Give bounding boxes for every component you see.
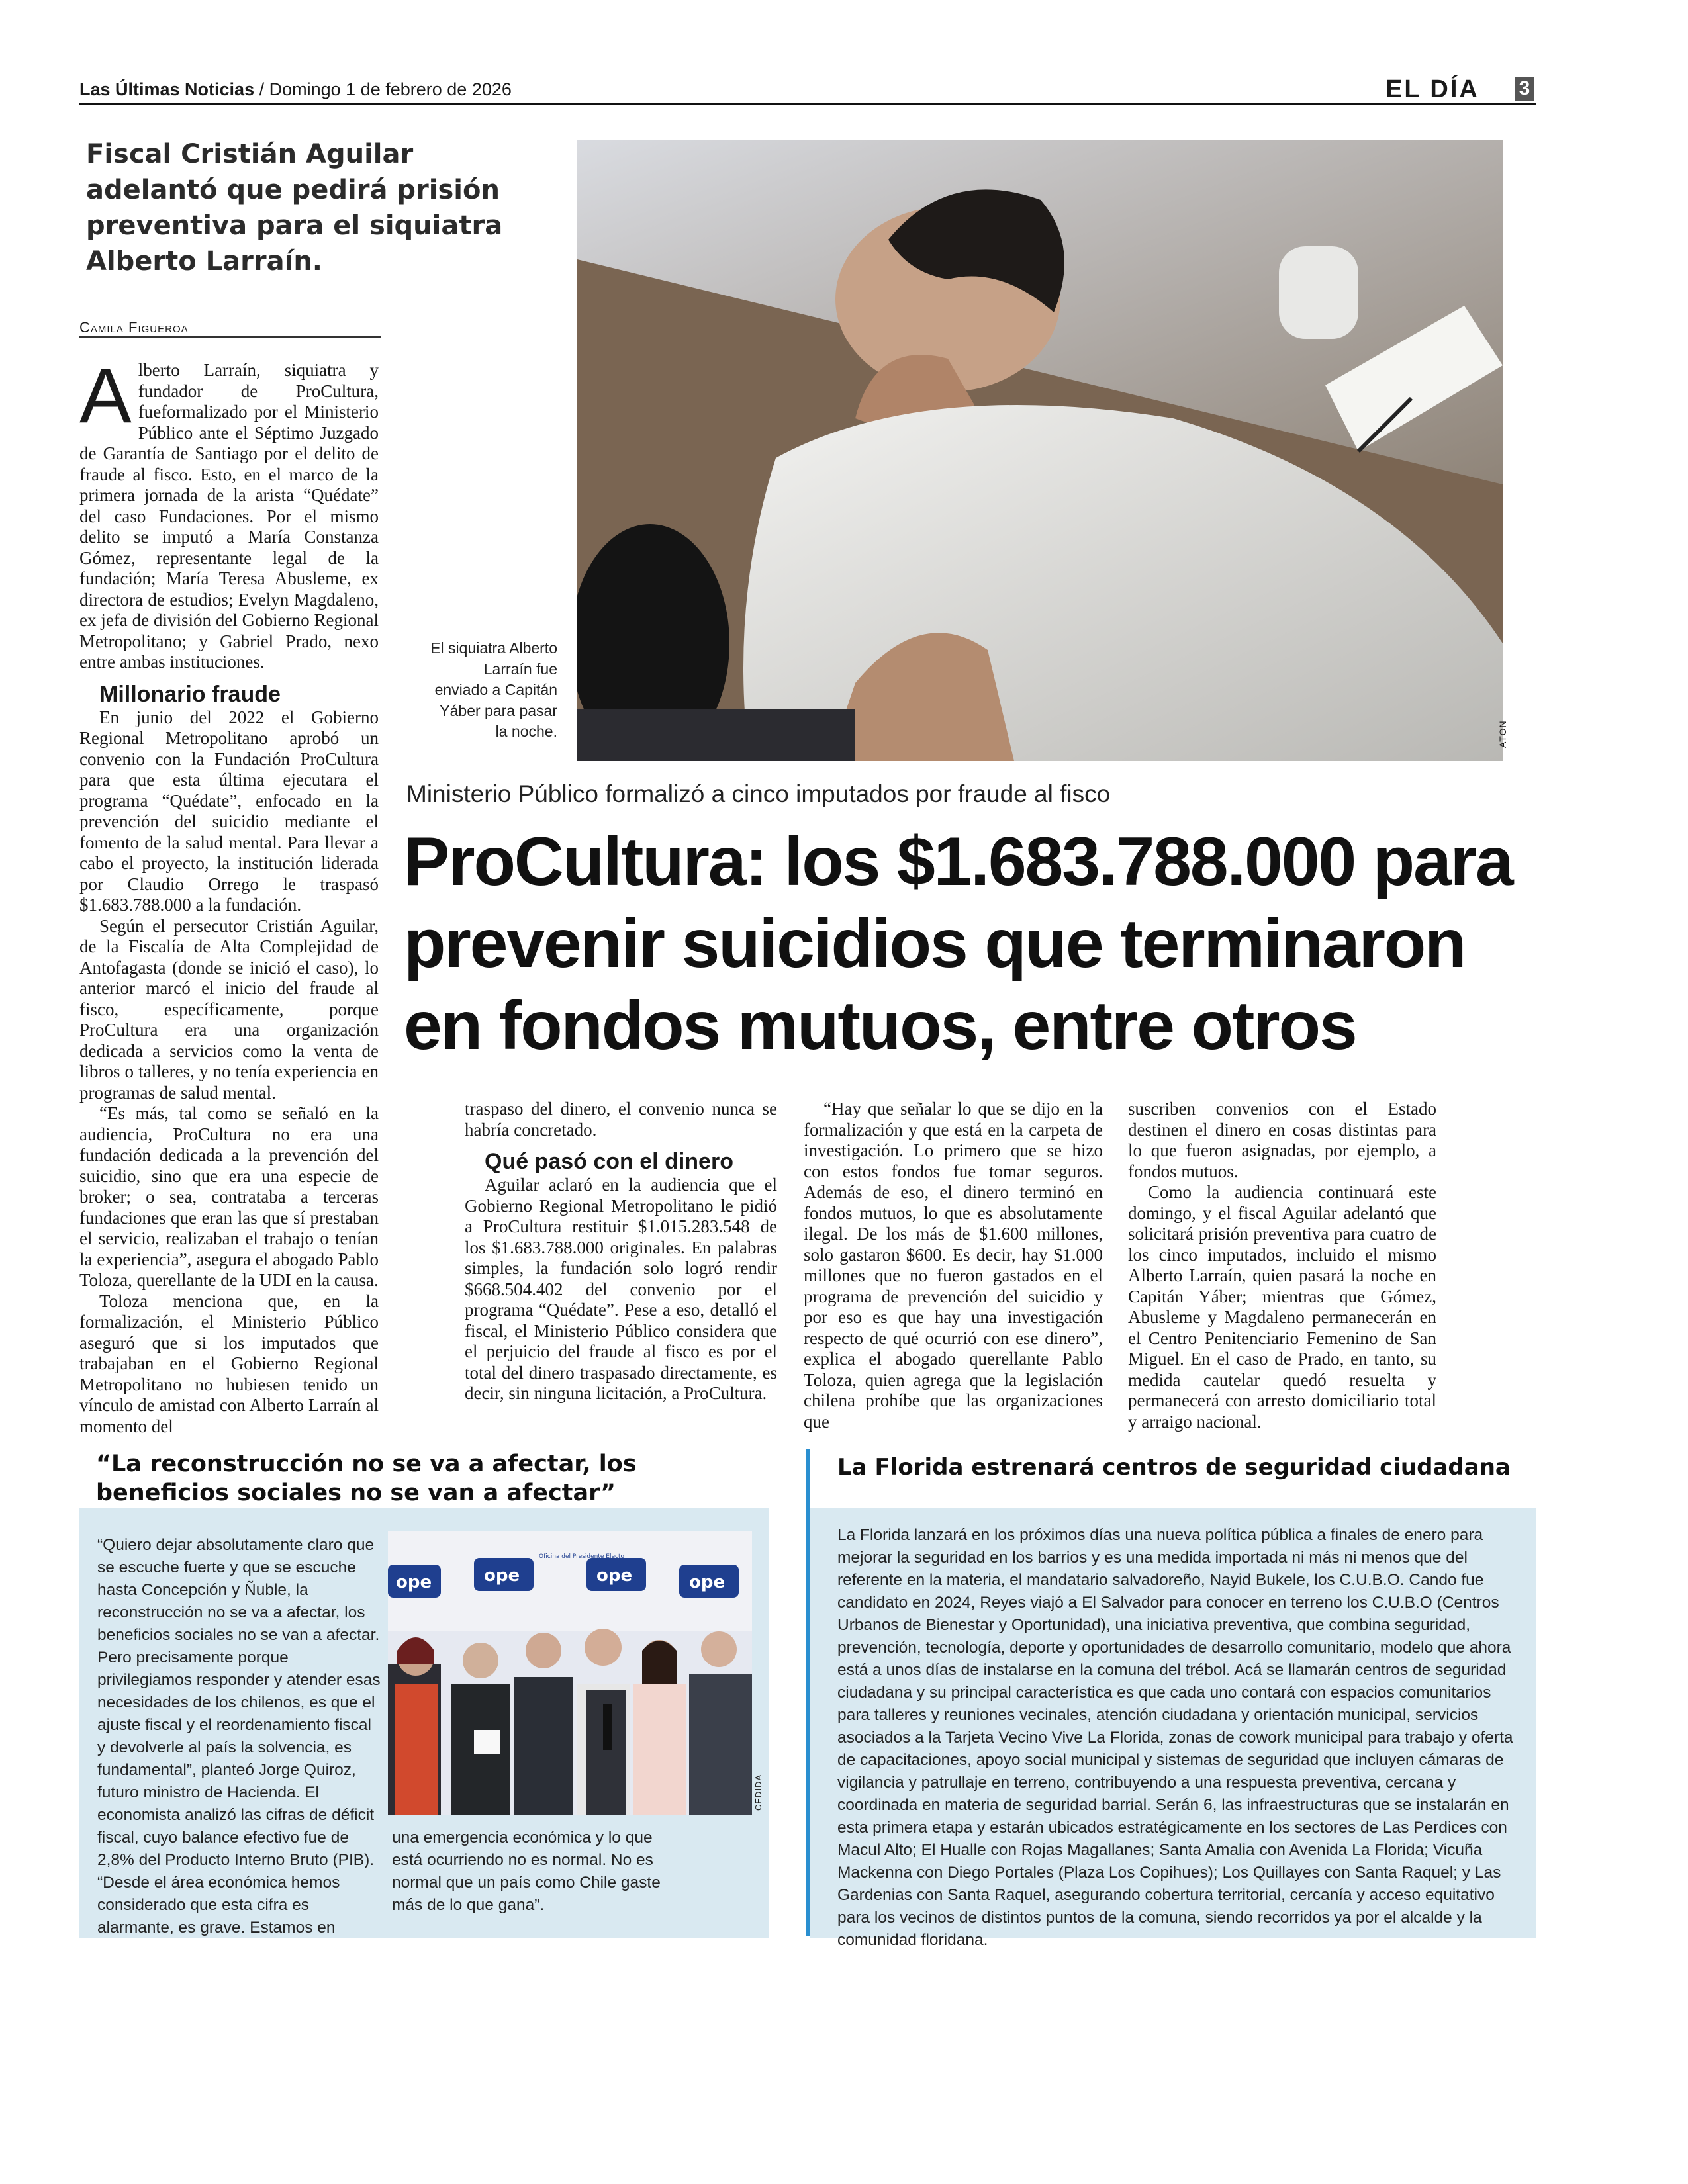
article-paragraph: “Hay que señalar lo que se dijo en la formalización y que está en la carpeta de investigación. Lo primero que se hizo con estos fondos fue tomar seguros. Además de eso, el dinero terminó en fondos mutuos, lo que es absolutamente ilegal. De los más de $1.600 millones, solo gastaron $600. Es decir, hay $1.000 millones que no fueron gastados en el programa de prevención del suicidio y por eso es que hay una investigación respecto de qué ocurrió con ese dinero”, explica el abogado querellante Pablo Toloza, quien agrega que la legislación chilena prohíbe que las organizaciones que [804, 1099, 1103, 1432]
box-left-text-continued: una emergencia económica y lo que está ocurriendo no es normal. No es normal que un país como Chile gaste más de lo que gana”. [392, 1829, 661, 1914]
box-right [810, 1508, 1536, 1949]
article-column-1 [79, 352, 379, 1437]
banner-logo-text: ope [689, 1572, 726, 1592]
headline: ProCultura: los $1.683.788.000 para prevenir suicidios que terminaron en fondos mutuos, entre otros [404, 823, 1513, 1064]
article-paragraph: suscriben convenios con el Estado destinen el dinero en cosas distintas para lo que fueron asignadas, por ejemplo, a fondos mutuos. [1128, 1099, 1436, 1181]
box-left-photo-credit: CEDIDA [753, 1774, 763, 1811]
article-column-2 [465, 1099, 777, 1404]
masthead-date: Domingo 1 de febrero de 2026 [269, 79, 512, 99]
banner-logo-text: ope [484, 1566, 520, 1586]
article-paragraph: “Es más, tal como se señaló en la audiencia, ProCultura no era una fundación dedicada a la prevención del suicidio, sino que era una especie de broker; o sea, contrataba a terceras fundaciones que eran las que sí prestaban el servicio, realizaban el trabajo o tenían la experiencia”, asegura el abogado Pablo Toloza, querellante de la UDI en la causa. [79, 1103, 379, 1290]
podium-label: Oficina del Presidente Electo [539, 1553, 624, 1560]
masthead-publication-line: Las Últimas Noticias / Domingo 1 de febrero de 2026 [79, 79, 512, 99]
banner-logo-text: ope [596, 1566, 633, 1586]
masthead-page-number: 3 [1515, 77, 1534, 101]
teaser: Fiscal Cristián Aguilar adelantó que pedirá prisión preventiva para el siquiatra Alberto Larraín. [86, 139, 503, 277]
byline-rule [79, 336, 381, 338]
banner-logo-text: ope [396, 1572, 432, 1592]
box-right-title: La Florida estrenará centros de seguridad ciudadana [837, 1454, 1511, 1480]
article-column-4 [1128, 1099, 1436, 1432]
box-left [79, 1508, 769, 1938]
subhead-millonario-fraude: Millonario fraude [99, 681, 281, 707]
photo-larrain-illustration [577, 140, 1503, 761]
article-paragraph: Como la audiencia continuará este domingo, y el fiscal Aguilar adelantó que solicitará prisión preventiva para cuatro de los cinco imputados, incluido el mismo Alberto Larraín, quien pasará la noche en Capitán Yáber; mientras que Gómez, Abusleme y Magdaleno permanecerán en el Centro Penitenciario Femenino de San Miguel. En el caso de Prado, en tanto, su medida cautelar quedó resuelta y permanecerá con arresto domiciliario total y arraigo nacional. [1128, 1182, 1436, 1432]
box-left-text: “Quiero dejar absolutamente claro que se escuche fuerte y que se escuche hasta Concepción y Ñuble, la reconstrucción no se va a afectar, los beneficios sociales no se van a afectar. Pero precisamente porque privilegiamos responder y atender esas necesidades de los chilenos, es que el ajuste fiscal y el reordenamiento fiscal y devolverle al país la solvencia, es fundamental”, planteó Jorge Quiroz, futuro ministro de Hacienda. El economista analizó las cifras de déficit fiscal, cuyo balance efectivo fue de 2,8% del Producto Interno Bruto (PIB). “Desde el área económica hemos considerado que esta cifra es alarmante, es grave. Estamos en [97, 1536, 381, 1936]
article-paragraph: Según el persecutor Cristián Aguilar, de la Fiscalía de Alta Complejidad de Antofagasta (donde se inició el caso), lo anterior marcó el inicio del fraude al fisco, específicamente, porque ProCultura era una organización dedicada a servicios como la venta de libros o talleres, y no tenía experiencia en programas de salud mental. [79, 915, 379, 1103]
article-paragraph: En junio del 2022 el Gobierno Regional Metropolitano aprobó un convenio con la Fundación ProCultura para que esta última ejecutara el programa “Quédate”, enfocado en la prevención del suicidio mediante el fomento de la salud mental. Para llevar a cabo el proyecto, la institución liderada por Claudio Orrego le traspasó $1.683.788.000 a la fundación. [79, 707, 379, 915]
photo-caption: El siquiatra Alberto Larraín fue enviado a Capitán Yáber para pasar la noche. [430, 639, 557, 740]
kicker: Ministerio Público formalizó a cinco imputados por fraude al fisco [406, 780, 1111, 807]
article-intro: lberto Larraín, siquiatra y fundador de ProCultura, fueformalizado por el Ministerio Público ante el Séptimo Juzgado de Garantía de Santiago por el delito de fraude al fisco. Esto, en el marco de la primera jornada de la arista “Quédate” del caso Fundaciones. Por el mismo delito se imputó a María Constanza Gómez, representante legal de la fundación; María Teresa Abusleme, ex directora de estudios; Evelyn Magdaleno, ex jefa de división del Gobierno Regional Metropolitano; y Gabriel Prado, nexo entre ambas instituciones. [79, 360, 379, 672]
article-paragraph: traspaso del dinero, el convenio nunca se habría concretado. [465, 1099, 777, 1140]
article-paragraph: Toloza menciona que, en la formalización, el Ministerio Público aseguró que si los imputados que trabajaban en el Gobierno Regional Metropolitano no hubiesen tenido un vínculo de amistad con Alberto Larraín al momento del [79, 1291, 379, 1436]
masthead-publication: Las Últimas Noticias [79, 79, 255, 99]
main-photo [577, 140, 1503, 761]
article-column-3 [804, 1099, 1103, 1432]
byline: Camila Figueroa [79, 319, 189, 336]
box-right-text: La Florida lanzará en los próximos días una nueva política pública a finales de enero para mejorar la seguridad en los barrios y es una medida importada ni más ni menos que del referente en la materia, el mandatario salvadoreño, Nayid Bukele, los C.U.B.O. Cando fue candidato en 2024, Reyes viajó a El Salvador para conocer en terreno los C.U.B.O (Centros Urbanos de Bienestar y Oportunidad), una iniciativa preventiva, que combina seguridad, prevención, tecnología, deporte y oportunidades de desarrollo comunitario, modelo que ahora está a unos días de instalarse en la comuna del trébol. Acá se llamarán centros de seguridad ciudadana y su principal característica es que cada uno contará con espacios comunitarios para talleres y reuniones vecinales, atención ciudadana y orientación municipal, servicios asociados a la Tarjeta Vecino Vive La Florida, zonas de cowork municipal para trabajo y oferta de capacitaciones, apoyo social municipal y sistemas de seguridad que incluyen cámaras de vigilancia y patrullaje en terreno, contribuyendo a una respuesta preventiva, cercana y coordinada en materia de seguridad barrial. Serán 6, las infraestructuras que se instalarán en esta primera etapa y estarán ubicados estratégicamente en los sectores de Las Perdices con Macul Alto; El Hualle con Rojas Magallanes; Santa Amalia con Avenida La Florida; Vicuña Mackenna con Diego Portales (Plaza Los Copihues); Los Quillayes con Santa Raquel; y Las Gardenias con Santa Raquel, asegurando cobertura territorial, cercanía y acceso equitativo para los vecinos de distintos puntos de la comuna, siendo recorridos ya por el alcalde y la comunidad floridana. [837, 1526, 1513, 1949]
dropcap: A [79, 352, 132, 439]
subhead-que-paso-con-el-dinero: Qué pasó con el dinero [485, 1149, 733, 1174]
masthead [79, 75, 1536, 105]
box-left-photo [388, 1531, 752, 1815]
article-paragraph: Aguilar aclaró en la audiencia que el Gobierno Regional Metropolitano le pidió a ProCultura restituir $1.015.283.548 de los $1.683.788.000 originales. En palabras simples, la fundación solo logró rendir $668.504.402 del convenio por el programa “Quédate”. Pese a eso, detalló el fiscal, el Ministerio Público considera que el perjuicio del fraude al fisco es por el total del dinero traspasado directamente, es decir, sin ninguna licitación, a ProCultura. [465, 1175, 777, 1403]
masthead-rule [79, 103, 1536, 105]
box-left-title: “La reconstrucción no se va a afectar, los beneficios sociales no se van a afectar” [96, 1451, 637, 1506]
photo-credit: ATON [1497, 720, 1508, 748]
photo-quiroz-illustration [388, 1531, 752, 1815]
masthead-section: EL DÍA [1385, 75, 1479, 103]
